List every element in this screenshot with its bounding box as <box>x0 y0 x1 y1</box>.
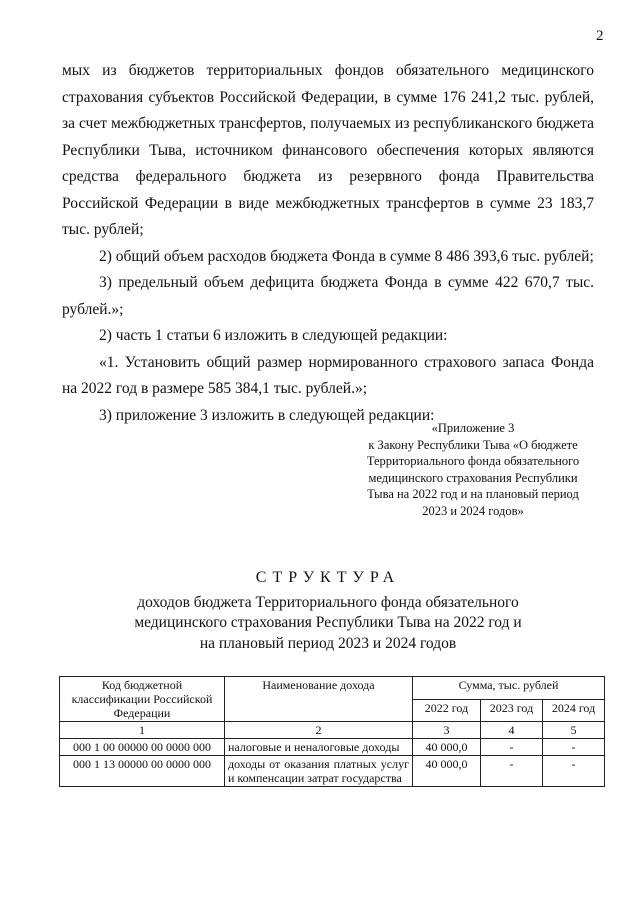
appendix-note-line: Тыва на 2022 год и на плановый период <box>367 487 579 501</box>
paragraph-article-6: 2) часть 1 статьи 6 изложить в следующей редакции: <box>99 327 448 344</box>
paragraph-insurance-reserve: «1. Установить общий размер нормированного страхового запаса Фонда на 2022 год в размере 585 384,1 тыс. рублей.»; <box>62 353 594 397</box>
paragraph-deficit: 3) предельный объем дефицита бюджета Фонда в сумме 422 670,7 тыс. рублей.»; <box>62 274 594 318</box>
appendix-note-line: 2023 и 2024 годов» <box>422 503 524 518</box>
column-number: 1 <box>60 722 225 739</box>
structure-title <box>62 568 594 654</box>
row-income-name: доходы от оказания платных услуг и компенсации затрат государства <box>225 756 413 787</box>
column-number: 5 <box>543 722 605 739</box>
row-sum-2024: - <box>543 756 605 787</box>
header-code: Код бюджетной классификации Российской Федерации <box>60 677 225 722</box>
paragraph-continuation: мых из бюджетов территориальных фондов обязательного медицинского страхования субъектов Российской Федерации, в сумме 176 241,2 тыс. рублей, за счет межбюджетных трансфертов, получаемых из республиканского бюджета Республики Тыва, источником финансового обеспечения которых являются средства федерального бюджета из резервного фонда Правительства Российской Федерации в виде межбюджетных трансфертов в сумме 23 183,7 тыс. рублей; <box>62 62 594 238</box>
column-number: 3 <box>413 722 481 739</box>
paragraph-appendix-3: 3) приложение 3 изложить в следующей редакции: <box>99 406 435 424</box>
law-text <box>62 58 594 429</box>
header-sum: Сумма, тыс. рублей <box>413 677 605 700</box>
header-year-2022: 2022 год <box>413 699 481 722</box>
table-row <box>60 756 605 787</box>
structure-heading: СТРУКТУРА <box>255 569 401 586</box>
row-code: 000 1 13 00000 00 0000 000 <box>60 756 225 787</box>
row-code: 000 1 00 00000 00 0000 000 <box>60 739 225 756</box>
paragraph-expenses: 2) общий объем расходов бюджета Фонда в сумме 8 486 393,6 тыс. рублей; <box>99 247 594 265</box>
appendix-note <box>348 420 598 519</box>
structure-subtitle-line: доходов бюджета Территориального фонда обязательного <box>137 593 519 611</box>
row-sum-2023: - <box>481 756 543 787</box>
column-number: 4 <box>481 722 543 739</box>
row-sum-2022: 40 000,0 <box>413 756 481 787</box>
page-number: 2 <box>596 28 604 44</box>
appendix-note-line: «Приложение 3 <box>431 421 515 435</box>
structure-subtitle-line: медицинского страхования Республики Тыва на 2022 год и <box>134 614 522 631</box>
appendix-note-line: Территориального фонда обязательного <box>366 454 580 468</box>
header-income-name: Наименование дохода <box>225 677 413 722</box>
header-year-2023: 2023 год <box>481 699 543 722</box>
table-row <box>60 739 605 756</box>
structure-subtitle-line: на плановый период 2023 и 2024 годов <box>199 634 457 652</box>
income-structure-table <box>59 676 605 787</box>
header-year-2024: 2024 год <box>543 699 605 722</box>
row-sum-2024: - <box>543 739 605 756</box>
appendix-note-line: медицинского страхования Республики <box>368 470 578 485</box>
column-number: 2 <box>225 722 413 739</box>
row-sum-2023: - <box>481 739 543 756</box>
row-income-name: налоговые и неналоговые доходы <box>225 739 413 756</box>
appendix-note-line: к Закону Республики Тыва «О бюджете <box>368 437 578 452</box>
row-sum-2022: 40 000,0 <box>413 739 481 756</box>
